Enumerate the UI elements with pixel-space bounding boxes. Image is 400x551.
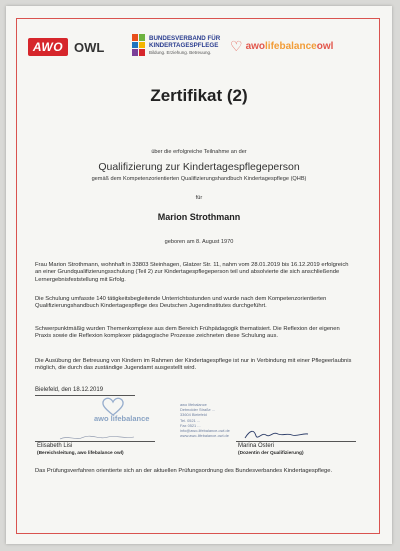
right-signature-rule bbox=[236, 441, 356, 442]
life-a: awo bbox=[245, 41, 266, 52]
certificate-page bbox=[6, 6, 392, 544]
right-signer-name: Marina Osteri bbox=[238, 443, 275, 449]
stamp-line: awo lifebalance bbox=[180, 402, 207, 407]
awo-owl-text: OWL bbox=[74, 39, 105, 55]
place-date-rule bbox=[35, 395, 135, 396]
stamp-line: Tel. 0521 ... bbox=[180, 417, 201, 423]
right-signature-scribble bbox=[242, 426, 312, 442]
paragraph-3: Schwerpunktmäßig wurden Themenkomplexe aus dem Bereich Frühpädagogik thematisiert. Die Reflexion der eigenen Praxis sowie die Reflexion komplexer pädagogische Prozesse zeichneten diese Schulung aus. bbox=[35, 326, 340, 340]
person-name: Marion Strothmann bbox=[157, 212, 241, 222]
stamp-logo-text: awo lifebalance bbox=[94, 414, 150, 423]
life-b: lifebalance bbox=[265, 41, 317, 52]
paragraph-2: Die Schulung umfasste 140 tätigkeitsbegleitende Unterrichtsstunden und wurde nach dem Kompetenzorientierten Qualifizierungshandbuch Kindertagespflege des Deutschen Jugendinstitutes durchgeführt. bbox=[35, 296, 327, 310]
left-signature-rule bbox=[35, 441, 155, 442]
qhb-text: gemäß dem Kompetenzorientierten Qualifizierungshandbuch Kindertagespflege (QHB) bbox=[91, 176, 307, 182]
left-signer-role: (Bereichsleitung, awo lifebalance owl) bbox=[37, 451, 124, 456]
qualification-title: Qualifizierung zur Kindertagespflegeperson bbox=[98, 161, 300, 173]
stamp-line: 33604 Bielefeld bbox=[180, 412, 207, 418]
stamp-line: www.awo-lifebalance-owl.de bbox=[180, 433, 229, 439]
paragraph-1: Frau Marion Strothmann, wohnhaft in 33803 Steinhagen, Glatzer Str. 11, nahm vom 28.01.2019 bis 16.12.2019 erfolgreich an einer Grundqualifizierungsschulung (Teil 2) zur Kindertagespflegeperson teil und absolvierte die sich anschließende Lernergebnisfeststellung mit Erfolg. bbox=[35, 262, 349, 283]
fuer-text: für bbox=[195, 195, 203, 201]
left-signer-name: Elisabeth Lisi bbox=[37, 443, 73, 449]
footer-note: Das Prüfungsverfahren orientierte sich an der aktuellen Prüfungsordnung des Bundesverbandes Kindertagespflege. bbox=[35, 468, 333, 474]
bv-line-1: BUNDESVERBAND FÜR bbox=[149, 34, 221, 42]
intro-text: über die erfolgreiche Teilnahme an der bbox=[151, 149, 247, 155]
stamp-logo bbox=[94, 397, 168, 427]
stamp-line: Detmolder Straße ... bbox=[180, 407, 216, 413]
stamp-line: Fax 0521 ... bbox=[180, 422, 201, 428]
bv-line-2: KINDERTAGESPFLEGE bbox=[149, 41, 219, 49]
signature-area bbox=[6, 6, 392, 544]
right-signer-role: (Dozentin der Qualifizierung) bbox=[238, 451, 304, 456]
paragraph-4: Die Ausübung der Betreuung von Kindern im Rahmen der Kindertagespflege ist nur in Verbindung mit einer Pflegeerlaubnis möglich, die durch das zuständige Jugendamt ausgestellt wird. bbox=[35, 358, 352, 372]
life-c: owl bbox=[316, 41, 334, 52]
stamp-line: info@awo-lifebalance-owl.de bbox=[180, 428, 230, 434]
awo-heart-logo: AWO bbox=[28, 38, 68, 56]
place-date: Bielefeld, den 18.12.2019 bbox=[35, 387, 104, 393]
certificate-title: Zertifikat (2) bbox=[150, 86, 248, 105]
bv-tagline: Bildung. Erziehung. Betreuung. bbox=[149, 49, 212, 55]
birth-date: geboren am 8. August 1970 bbox=[164, 239, 234, 245]
heart-icon: ♡ bbox=[230, 38, 243, 54]
